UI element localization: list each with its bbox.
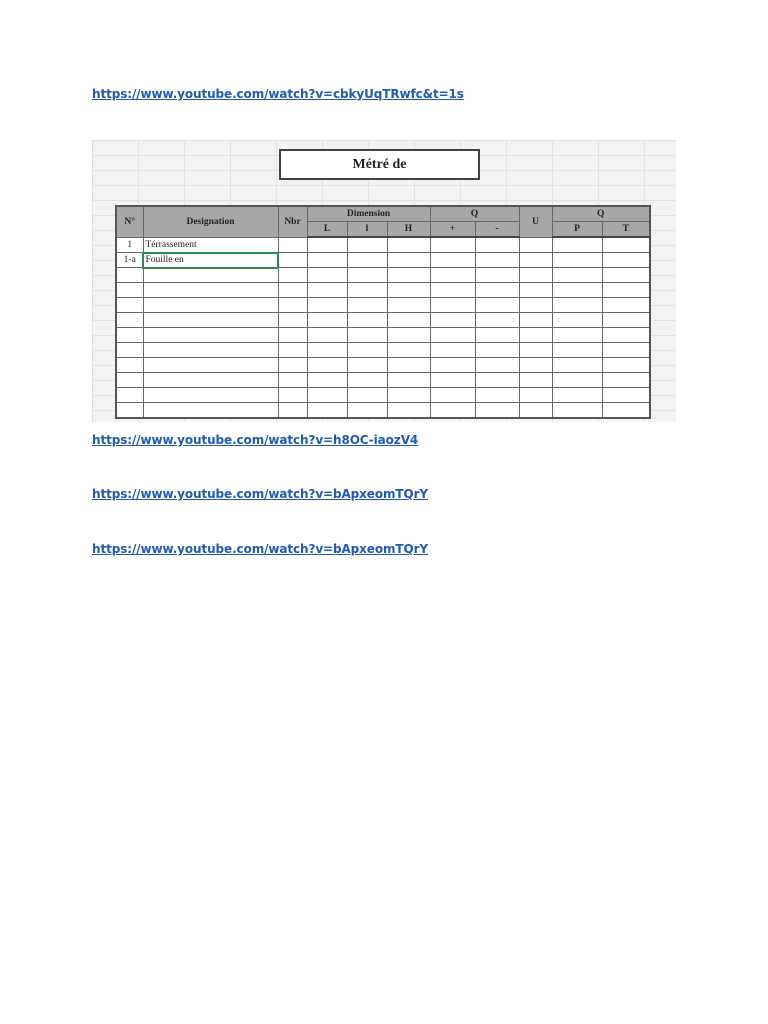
empty-cell[interactable]	[307, 343, 347, 358]
empty-cell[interactable]	[116, 388, 143, 403]
spreadsheet-screenshot	[92, 140, 676, 422]
empty-cell[interactable]	[116, 268, 143, 283]
empty-cell[interactable]	[387, 328, 430, 343]
empty-cell[interactable]	[278, 388, 307, 403]
empty-cell[interactable]	[602, 403, 650, 419]
table-row-empty	[116, 388, 650, 403]
empty-cell[interactable]	[475, 298, 519, 313]
table-row-empty	[116, 373, 650, 388]
empty-cell[interactable]	[347, 298, 387, 313]
header-dimension: Dimension	[307, 206, 430, 222]
empty-cell[interactable]	[430, 358, 475, 373]
header-q2: Q	[552, 206, 650, 222]
empty-cell[interactable]	[347, 343, 387, 358]
empty-cell[interactable]	[347, 403, 387, 419]
header-l: l	[347, 222, 387, 238]
empty-cell[interactable]	[430, 298, 475, 313]
empty-cell[interactable]	[307, 358, 347, 373]
empty-cell[interactable]	[475, 373, 519, 388]
cell-text: Fouille en	[145, 255, 184, 265]
table-row-empty	[116, 268, 650, 283]
youtube-link-3[interactable]: https://www.youtube.com/watch?v=bApxeomTQrY	[92, 487, 428, 501]
empty-cell[interactable]	[347, 358, 387, 373]
empty-cell[interactable]	[116, 283, 143, 298]
empty-cell[interactable]	[519, 283, 552, 298]
empty-cell[interactable]	[430, 388, 475, 403]
empty-cell[interactable]	[387, 313, 430, 328]
empty-cell[interactable]	[347, 388, 387, 403]
empty-cell[interactable]	[552, 388, 602, 403]
empty-cell[interactable]	[552, 313, 602, 328]
empty-cell[interactable]	[143, 403, 278, 419]
empty-cell[interactable]	[475, 268, 519, 283]
empty-cell[interactable]	[602, 328, 650, 343]
youtube-link-4[interactable]: https://www.youtube.com/watch?v=bApxeomTQrY	[92, 542, 428, 556]
header-no: N°	[116, 206, 143, 237]
header-H: H	[387, 222, 430, 238]
empty-cell[interactable]	[519, 373, 552, 388]
empty-cell[interactable]	[307, 388, 347, 403]
empty-cell[interactable]	[278, 313, 307, 328]
header-nbr: Nbr	[278, 206, 307, 237]
cell-designation-active[interactable]	[143, 253, 278, 268]
cell-no[interactable]: 1	[116, 237, 143, 253]
empty-cell[interactable]	[278, 328, 307, 343]
empty-cell[interactable]	[552, 328, 602, 343]
header-designation: Designation	[143, 206, 278, 237]
empty-cell[interactable]	[430, 313, 475, 328]
empty-cell[interactable]	[430, 328, 475, 343]
header-P: P	[552, 222, 602, 238]
empty-cell[interactable]	[143, 283, 278, 298]
empty-cell[interactable]	[602, 388, 650, 403]
empty-cell[interactable]	[116, 298, 143, 313]
empty-cell[interactable]	[519, 268, 552, 283]
empty-cell[interactable]	[143, 373, 278, 388]
empty-cell[interactable]	[143, 313, 278, 328]
empty-cell[interactable]	[387, 388, 430, 403]
empty-cell[interactable]	[347, 328, 387, 343]
header-L: L	[307, 222, 347, 238]
empty-cell[interactable]	[552, 373, 602, 388]
empty-cell[interactable]	[387, 403, 430, 419]
youtube-link-2[interactable]: https://www.youtube.com/watch?v=h8OC-iaozV4	[92, 433, 419, 447]
empty-cell[interactable]	[307, 328, 347, 343]
table-row	[116, 253, 650, 268]
empty-cell[interactable]	[387, 373, 430, 388]
empty-cell[interactable]	[347, 283, 387, 298]
youtube-link-1[interactable]: https://www.youtube.com/watch?v=cbkyUqTRwfc&t=1s	[92, 87, 464, 101]
empty-cell[interactable]	[475, 313, 519, 328]
empty-cell[interactable]	[475, 343, 519, 358]
empty-cell[interactable]	[387, 358, 430, 373]
empty-cell[interactable]	[552, 343, 602, 358]
empty-cell[interactable]	[387, 343, 430, 358]
empty-cell[interactable]	[519, 403, 552, 419]
sheet-title: Métré de	[279, 149, 480, 180]
empty-cell[interactable]	[475, 388, 519, 403]
empty-cell[interactable]	[116, 403, 143, 419]
empty-cell[interactable]	[143, 358, 278, 373]
empty-cell[interactable]	[307, 313, 347, 328]
empty-cell[interactable]	[116, 358, 143, 373]
table-row-empty	[116, 313, 650, 328]
empty-cell[interactable]	[116, 313, 143, 328]
empty-cell[interactable]	[430, 373, 475, 388]
empty-cell[interactable]	[143, 343, 278, 358]
empty-cell[interactable]	[278, 373, 307, 388]
empty-cell[interactable]	[143, 388, 278, 403]
empty-cell[interactable]	[552, 283, 602, 298]
table-row-empty	[116, 298, 650, 313]
empty-cell[interactable]	[602, 373, 650, 388]
empty-cell[interactable]	[116, 373, 143, 388]
empty-cell[interactable]	[602, 343, 650, 358]
empty-cell[interactable]	[307, 268, 347, 283]
empty-cell[interactable]	[602, 268, 650, 283]
cell-no[interactable]: 1-a	[116, 253, 143, 268]
empty-cell[interactable]	[475, 358, 519, 373]
empty-cell[interactable]	[278, 358, 307, 373]
empty-cell[interactable]	[278, 298, 307, 313]
empty-cell[interactable]	[519, 298, 552, 313]
cell-designation[interactable]: Térrassement	[143, 237, 278, 253]
empty-cell[interactable]	[430, 403, 475, 419]
empty-cell[interactable]	[347, 268, 387, 283]
header-minus: -	[475, 222, 519, 238]
empty-cell[interactable]	[602, 298, 650, 313]
header-plus: +	[430, 222, 475, 238]
empty-cell[interactable]	[278, 268, 307, 283]
empty-cell[interactable]	[519, 328, 552, 343]
empty-cell[interactable]	[475, 328, 519, 343]
empty-cell[interactable]	[143, 298, 278, 313]
empty-cell[interactable]	[602, 283, 650, 298]
empty-cell[interactable]	[552, 358, 602, 373]
empty-cell[interactable]	[475, 283, 519, 298]
empty-cell[interactable]	[347, 373, 387, 388]
table-row-empty	[116, 328, 650, 343]
empty-cell[interactable]	[347, 313, 387, 328]
empty-cell[interactable]	[430, 343, 475, 358]
empty-cell[interactable]	[387, 298, 430, 313]
table-row-empty	[116, 343, 650, 358]
empty-cell[interactable]	[278, 283, 307, 298]
empty-cell[interactable]	[116, 328, 143, 343]
metre-table	[115, 205, 651, 419]
empty-cell[interactable]	[387, 283, 430, 298]
table-row-empty	[116, 358, 650, 373]
empty-cell[interactable]	[278, 403, 307, 419]
empty-cell[interactable]	[475, 403, 519, 419]
header-q1: Q	[430, 206, 519, 222]
empty-cell[interactable]	[143, 268, 278, 283]
empty-cell[interactable]	[552, 268, 602, 283]
empty-cell[interactable]	[519, 358, 552, 373]
empty-cell[interactable]	[116, 343, 143, 358]
empty-cell[interactable]	[307, 403, 347, 419]
table-row	[116, 237, 650, 253]
empty-cell[interactable]	[278, 343, 307, 358]
empty-cell[interactable]	[519, 313, 552, 328]
header-u: U	[519, 206, 552, 237]
empty-cell[interactable]	[602, 313, 650, 328]
empty-cell[interactable]	[430, 268, 475, 283]
table-row-empty	[116, 403, 650, 419]
empty-cell[interactable]	[602, 358, 650, 373]
empty-cell[interactable]	[307, 283, 347, 298]
empty-cell[interactable]	[430, 283, 475, 298]
empty-cell[interactable]	[307, 373, 347, 388]
empty-cell[interactable]	[552, 298, 602, 313]
empty-cell[interactable]	[519, 343, 552, 358]
empty-cell[interactable]	[387, 268, 430, 283]
empty-cell[interactable]	[552, 403, 602, 419]
empty-cell[interactable]	[519, 388, 552, 403]
empty-cell[interactable]	[307, 298, 347, 313]
header-T: T	[602, 222, 650, 238]
table-row-empty	[116, 283, 650, 298]
empty-cell[interactable]	[143, 328, 278, 343]
